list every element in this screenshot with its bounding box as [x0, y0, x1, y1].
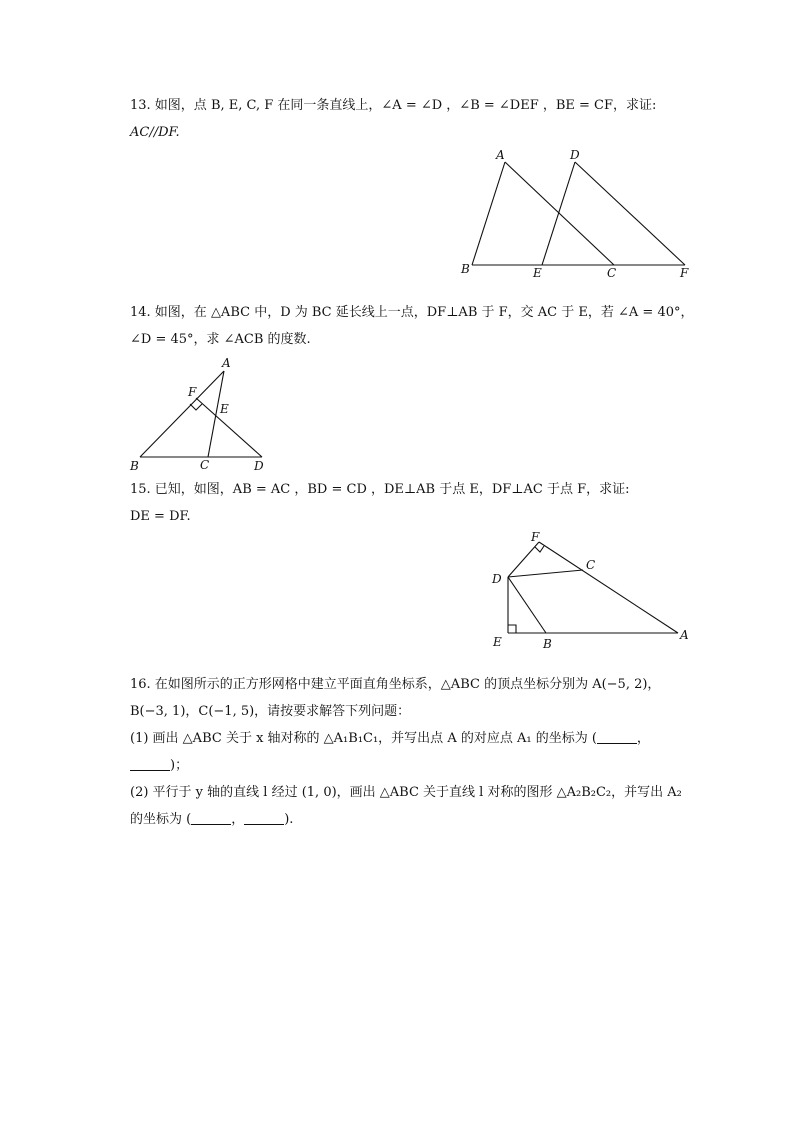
answer-blank-a1-x[interactable]	[597, 729, 637, 744]
label-f: F	[188, 385, 197, 399]
segment-de	[542, 162, 575, 265]
segment-ab	[472, 162, 505, 265]
label-e: E	[493, 635, 502, 649]
segment-df	[575, 162, 685, 265]
label-f: F	[531, 530, 540, 544]
question-16-part-1-text: (1) 画出 △ABC 关于 x 轴对称的 △A₁B₁C₁，并写出点 A 的对应点 A₁ 的坐标为 (	[130, 731, 597, 746]
segment-fa	[539, 542, 678, 633]
question-16-line-3	[130, 725, 702, 752]
question-15-line-2: DE = DF.	[130, 509, 191, 524]
label-d: D	[254, 459, 264, 473]
question-16	[130, 671, 702, 833]
question-16-line-5: (2) 平行于 y 轴的直线 l 经过 (1, 0)，画出 △ABC 关于直线 l 对称的图形 △A₂B₂C₂，并写出 A₂	[130, 785, 682, 800]
question-16-line-1: 16. 在如图所示的正方形网格中建立平面直角坐标系，△ABC 的顶点坐标分别为 A(−5, 2)，	[130, 677, 661, 692]
question-16-line-6	[130, 806, 702, 833]
segment-df	[508, 542, 539, 577]
figure-15	[488, 528, 698, 650]
question-16-line-4	[130, 752, 702, 779]
question-14-line-2: ∠D = 45°，求 ∠ACB 的度数.	[130, 332, 311, 347]
right-angle-mark-f	[535, 546, 544, 552]
label-c: C	[607, 266, 617, 280]
label-c: C	[200, 458, 210, 472]
question-13-line-2: AC//DF.	[130, 125, 180, 140]
label-a: A	[680, 628, 689, 642]
question-13-line-1: 13. 如图，点 B, E, C, F 在同一条直线上，∠A = ∠D ，∠B = ∠DEF ，BE = CF，求证:	[130, 98, 657, 113]
question-15	[130, 476, 702, 530]
label-e: E	[220, 402, 229, 416]
right-angle-mark-f	[190, 404, 202, 410]
label-a: A	[222, 356, 231, 370]
answer-blank-a2-x[interactable]	[191, 810, 231, 825]
label-c: C	[586, 558, 596, 572]
answer-blank-a1-y[interactable]	[130, 756, 170, 771]
question-16-line-2: B(−3, 1)，C(−1, 5)，请按要求解答下列问题：	[130, 704, 411, 719]
label-b: B	[130, 459, 139, 473]
comma: ，	[636, 731, 650, 746]
question-14-line-1: 14. 如图，在 △ABC 中，D 为 BC 延长线上一点，DF⊥AB 于 F，交 AC 于 E，若 ∠A = 40°，	[130, 305, 694, 320]
label-e: E	[533, 266, 542, 280]
figure-14	[128, 355, 278, 475]
comma: ，	[231, 812, 245, 827]
segment-ac	[505, 162, 614, 265]
answer-blank-a2-y[interactable]	[244, 810, 284, 825]
segment-dc	[508, 570, 583, 577]
label-d: D	[570, 148, 580, 162]
right-angle-mark-e	[508, 625, 516, 633]
segment-ab	[140, 371, 224, 457]
closing-paren: ).	[284, 812, 294, 827]
label-b: B	[543, 637, 552, 651]
label-a: A	[496, 148, 505, 162]
figure-13	[450, 145, 700, 285]
question-16-part-2-text: 的坐标为 (	[130, 812, 192, 827]
question-15-line-1: 15. 已知，如图，AB = AC ，BD = CD ，DE⊥AB 于点 E，DF⊥AC 于点 F，求证:	[130, 482, 630, 497]
label-f: F	[680, 266, 689, 280]
segment-fd	[196, 398, 262, 457]
label-b: B	[461, 262, 470, 276]
closing-paren: )；	[170, 758, 189, 773]
question-13	[130, 92, 702, 146]
question-14	[130, 299, 702, 353]
label-d: D	[492, 572, 502, 586]
